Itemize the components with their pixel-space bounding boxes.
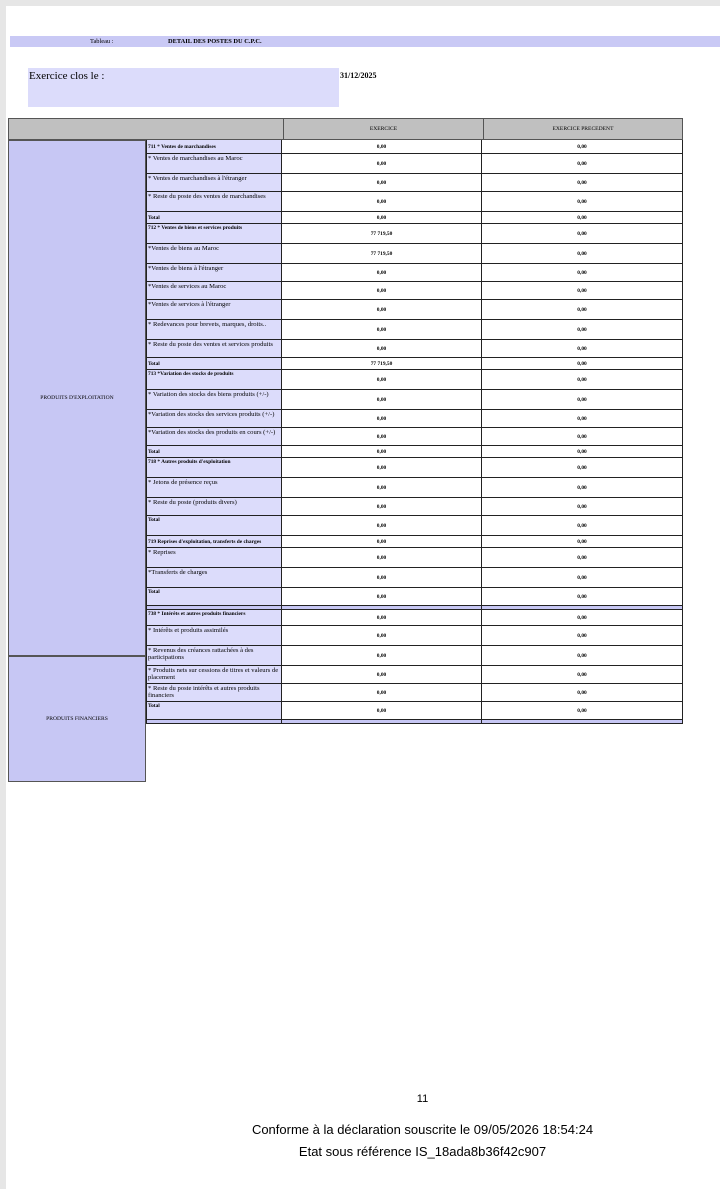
row-value-exercice: 0,00 [282, 428, 482, 445]
table-row [146, 174, 683, 192]
row-value-exercice: 0,00 [282, 300, 482, 319]
row-value-exercice: 0,00 [282, 174, 482, 191]
row-value-exercice: 0,00 [282, 410, 482, 427]
table-row [146, 498, 683, 516]
row-value-precedent: 0,00 [482, 478, 683, 497]
row-label: *Ventes de biens à l'étranger [146, 264, 282, 281]
row-label: * Intérêts et produits assimilés [146, 626, 282, 645]
separator-cell [146, 606, 282, 609]
table-row [146, 224, 683, 244]
separator-cell [482, 606, 683, 609]
row-label: Total [146, 212, 282, 223]
table-row [146, 684, 683, 702]
row-label: 719 Reprises d'exploitation, transferts de charges [146, 536, 282, 547]
row-value-exercice: 0,00 [282, 154, 482, 173]
row-value-precedent: 0,00 [482, 588, 683, 605]
row-value-exercice: 0,00 [282, 340, 482, 357]
row-label: Total [146, 358, 282, 369]
separator-cell [282, 720, 482, 723]
table-row [146, 300, 683, 320]
row-value-precedent: 0,00 [482, 410, 683, 427]
row-value-precedent: 0,00 [482, 516, 683, 535]
row-value-precedent: 0,00 [482, 244, 683, 263]
row-value-exercice: 0,00 [282, 212, 482, 223]
tableau-label: Tableau : [90, 38, 114, 45]
section-separator [146, 720, 683, 724]
row-value-exercice: 0,00 [282, 516, 482, 535]
row-value-precedent: 0,00 [482, 154, 683, 173]
row-value-precedent: 0,00 [482, 282, 683, 299]
row-value-precedent: 0,00 [482, 626, 683, 645]
row-value-precedent: 0,00 [482, 536, 683, 547]
table-row [146, 192, 683, 212]
row-label: * Ventes de marchandises à l'étranger [146, 174, 282, 191]
row-label: *Variation des stocks des services produits (+/-) [146, 410, 282, 427]
section-label-financiers: PRODUITS FINANCIERS [46, 716, 108, 722]
row-value-exercice: 0,00 [282, 702, 482, 719]
row-value-exercice: 0,00 [282, 588, 482, 605]
table-row [146, 320, 683, 340]
table-row [146, 358, 683, 370]
table-row [146, 666, 683, 684]
row-label: 711 * Ventes de marchandises [146, 140, 282, 153]
row-value-precedent: 0,00 [482, 390, 683, 409]
row-value-precedent: 0,00 [482, 192, 683, 211]
row-label: * Reste du poste des ventes et services produits [146, 340, 282, 357]
cpc-table [8, 118, 683, 782]
table-row [146, 212, 683, 224]
row-label: *Transferts de charges [146, 568, 282, 587]
table-row [146, 154, 683, 174]
separator-cell [146, 720, 282, 723]
row-value-precedent: 0,00 [482, 428, 683, 445]
row-value-exercice: 0,00 [282, 478, 482, 497]
table-row [146, 702, 683, 720]
table-title-bar [10, 36, 720, 47]
table-row [146, 244, 683, 264]
row-label: Total [146, 588, 282, 605]
table-header [8, 118, 683, 140]
table-row [146, 588, 683, 606]
separator-cell [482, 720, 683, 723]
row-value-precedent: 0,00 [482, 140, 683, 153]
row-value-precedent: 0,00 [482, 646, 683, 665]
row-value-precedent: 0,00 [482, 458, 683, 477]
table-row [146, 478, 683, 498]
row-label: * Revenus des créances rattachées à des participations [146, 646, 282, 665]
row-label: * Variation des stocks des biens produits (+/-) [146, 390, 282, 409]
table-row [146, 282, 683, 300]
row-label: * Jetons de présence reçus [146, 478, 282, 497]
column-header-precedent: EXERCICE PRECEDENT [483, 119, 682, 139]
row-value-exercice: 0,00 [282, 498, 482, 515]
row-value-precedent: 0,00 [482, 320, 683, 339]
row-value-precedent: 0,00 [482, 666, 683, 683]
section-produits-financiers [8, 656, 146, 782]
table-row [146, 646, 683, 666]
table-row [146, 140, 683, 154]
row-value-precedent: 0,00 [482, 224, 683, 243]
row-value-precedent: 0,00 [482, 548, 683, 567]
row-label: * Reste du poste intérêts et autres produits financiers [146, 684, 282, 701]
row-value-exercice: 0,00 [282, 610, 482, 625]
page-number: 11 [416, 1093, 429, 1105]
row-label: * Produits nets sur cessions de titres et valeurs de placement [146, 666, 282, 683]
row-value-precedent: 0,00 [482, 702, 683, 719]
row-label: 713 *Variation des stocks de produits [146, 370, 282, 389]
row-value-precedent: 0,00 [482, 568, 683, 587]
row-value-exercice: 0,00 [282, 264, 482, 281]
row-value-exercice: 77 719,50 [282, 358, 482, 369]
row-value-exercice: 0,00 [282, 646, 482, 665]
table-row [146, 264, 683, 282]
table-row [146, 428, 683, 446]
column-header-exercice: EXERCICE [283, 119, 483, 139]
table-row [146, 458, 683, 478]
row-value-exercice: 0,00 [282, 626, 482, 645]
row-label: *Variation des stocks des produits en cours (+/-) [146, 428, 282, 445]
table-row [146, 516, 683, 536]
row-value-precedent: 0,00 [482, 340, 683, 357]
section-produits-exploitation [8, 140, 146, 656]
row-value-precedent: 0,00 [482, 610, 683, 625]
table-row [146, 390, 683, 410]
separator-cell [282, 606, 482, 609]
table-row [146, 568, 683, 588]
row-label: 718 * Autres produits d'exploitation [146, 458, 282, 477]
table-title: DETAIL DES POSTES DU C.P.C. [168, 38, 262, 45]
row-label: 738 * Intérêts et autres produits financiers [146, 610, 282, 625]
top-band [0, 0, 720, 6]
row-value-precedent: 0,00 [482, 684, 683, 701]
row-label: *Ventes de biens au Maroc [146, 244, 282, 263]
exercice-date: 31/12/2025 [340, 71, 377, 80]
table-row [146, 536, 683, 548]
table-row [146, 610, 683, 626]
row-label: Total [146, 516, 282, 535]
row-label: * Reste du poste des ventes de marchandises [146, 192, 282, 211]
row-value-exercice: 0,00 [282, 536, 482, 547]
row-value-precedent: 0,00 [482, 370, 683, 389]
row-label: * Reste du poste (produits divers) [146, 498, 282, 515]
row-label: * Redevances pour brevets, marques, droits.. [146, 320, 282, 339]
row-value-precedent: 0,00 [482, 358, 683, 369]
table-row [146, 410, 683, 428]
row-value-exercice: 0,00 [282, 458, 482, 477]
exercice-label-box [28, 68, 339, 107]
row-value-exercice: 0,00 [282, 548, 482, 567]
row-value-exercice: 0,00 [282, 666, 482, 683]
row-value-precedent: 0,00 [482, 174, 683, 191]
row-label: *Ventes de services à l'étranger [146, 300, 282, 319]
footer-reference-line: Etat sous référence IS_18ada8b36f42c907 [298, 1144, 547, 1159]
table-row [146, 370, 683, 390]
row-value-exercice: 0,00 [282, 390, 482, 409]
section-label-exploitation: PRODUITS D'EXPLOITATION [40, 395, 114, 401]
row-value-precedent: 0,00 [482, 212, 683, 223]
row-label: * Reprises [146, 548, 282, 567]
exercice-label: Exercice clos le : [29, 70, 105, 82]
table-row [146, 446, 683, 458]
row-value-exercice: 77 719,50 [282, 224, 482, 243]
row-value-precedent: 0,00 [482, 300, 683, 319]
table-row [146, 626, 683, 646]
row-value-exercice: 0,00 [282, 568, 482, 587]
row-value-exercice: 0,00 [282, 320, 482, 339]
row-value-exercice: 0,00 [282, 140, 482, 153]
page-left-edge [0, 6, 6, 1189]
row-value-exercice: 0,00 [282, 446, 482, 457]
row-value-exercice: 0,00 [282, 282, 482, 299]
row-value-precedent: 0,00 [482, 498, 683, 515]
row-label: Total [146, 702, 282, 719]
row-label: 712 * Ventes de biens et services produits [146, 224, 282, 243]
table-row [146, 340, 683, 358]
row-label: Total [146, 446, 282, 457]
table-row [146, 548, 683, 568]
row-value-exercice: 77 719,50 [282, 244, 482, 263]
row-label: * Ventes de marchandises au Maroc [146, 154, 282, 173]
row-value-precedent: 0,00 [482, 264, 683, 281]
row-value-exercice: 0,00 [282, 684, 482, 701]
row-value-precedent: 0,00 [482, 446, 683, 457]
row-label: *Ventes de services au Maroc [146, 282, 282, 299]
row-value-exercice: 0,00 [282, 370, 482, 389]
footer-declaration-line: Conforme à la déclaration souscrite le 09/05/2026 18:54:24 [251, 1122, 594, 1137]
row-value-exercice: 0,00 [282, 192, 482, 211]
